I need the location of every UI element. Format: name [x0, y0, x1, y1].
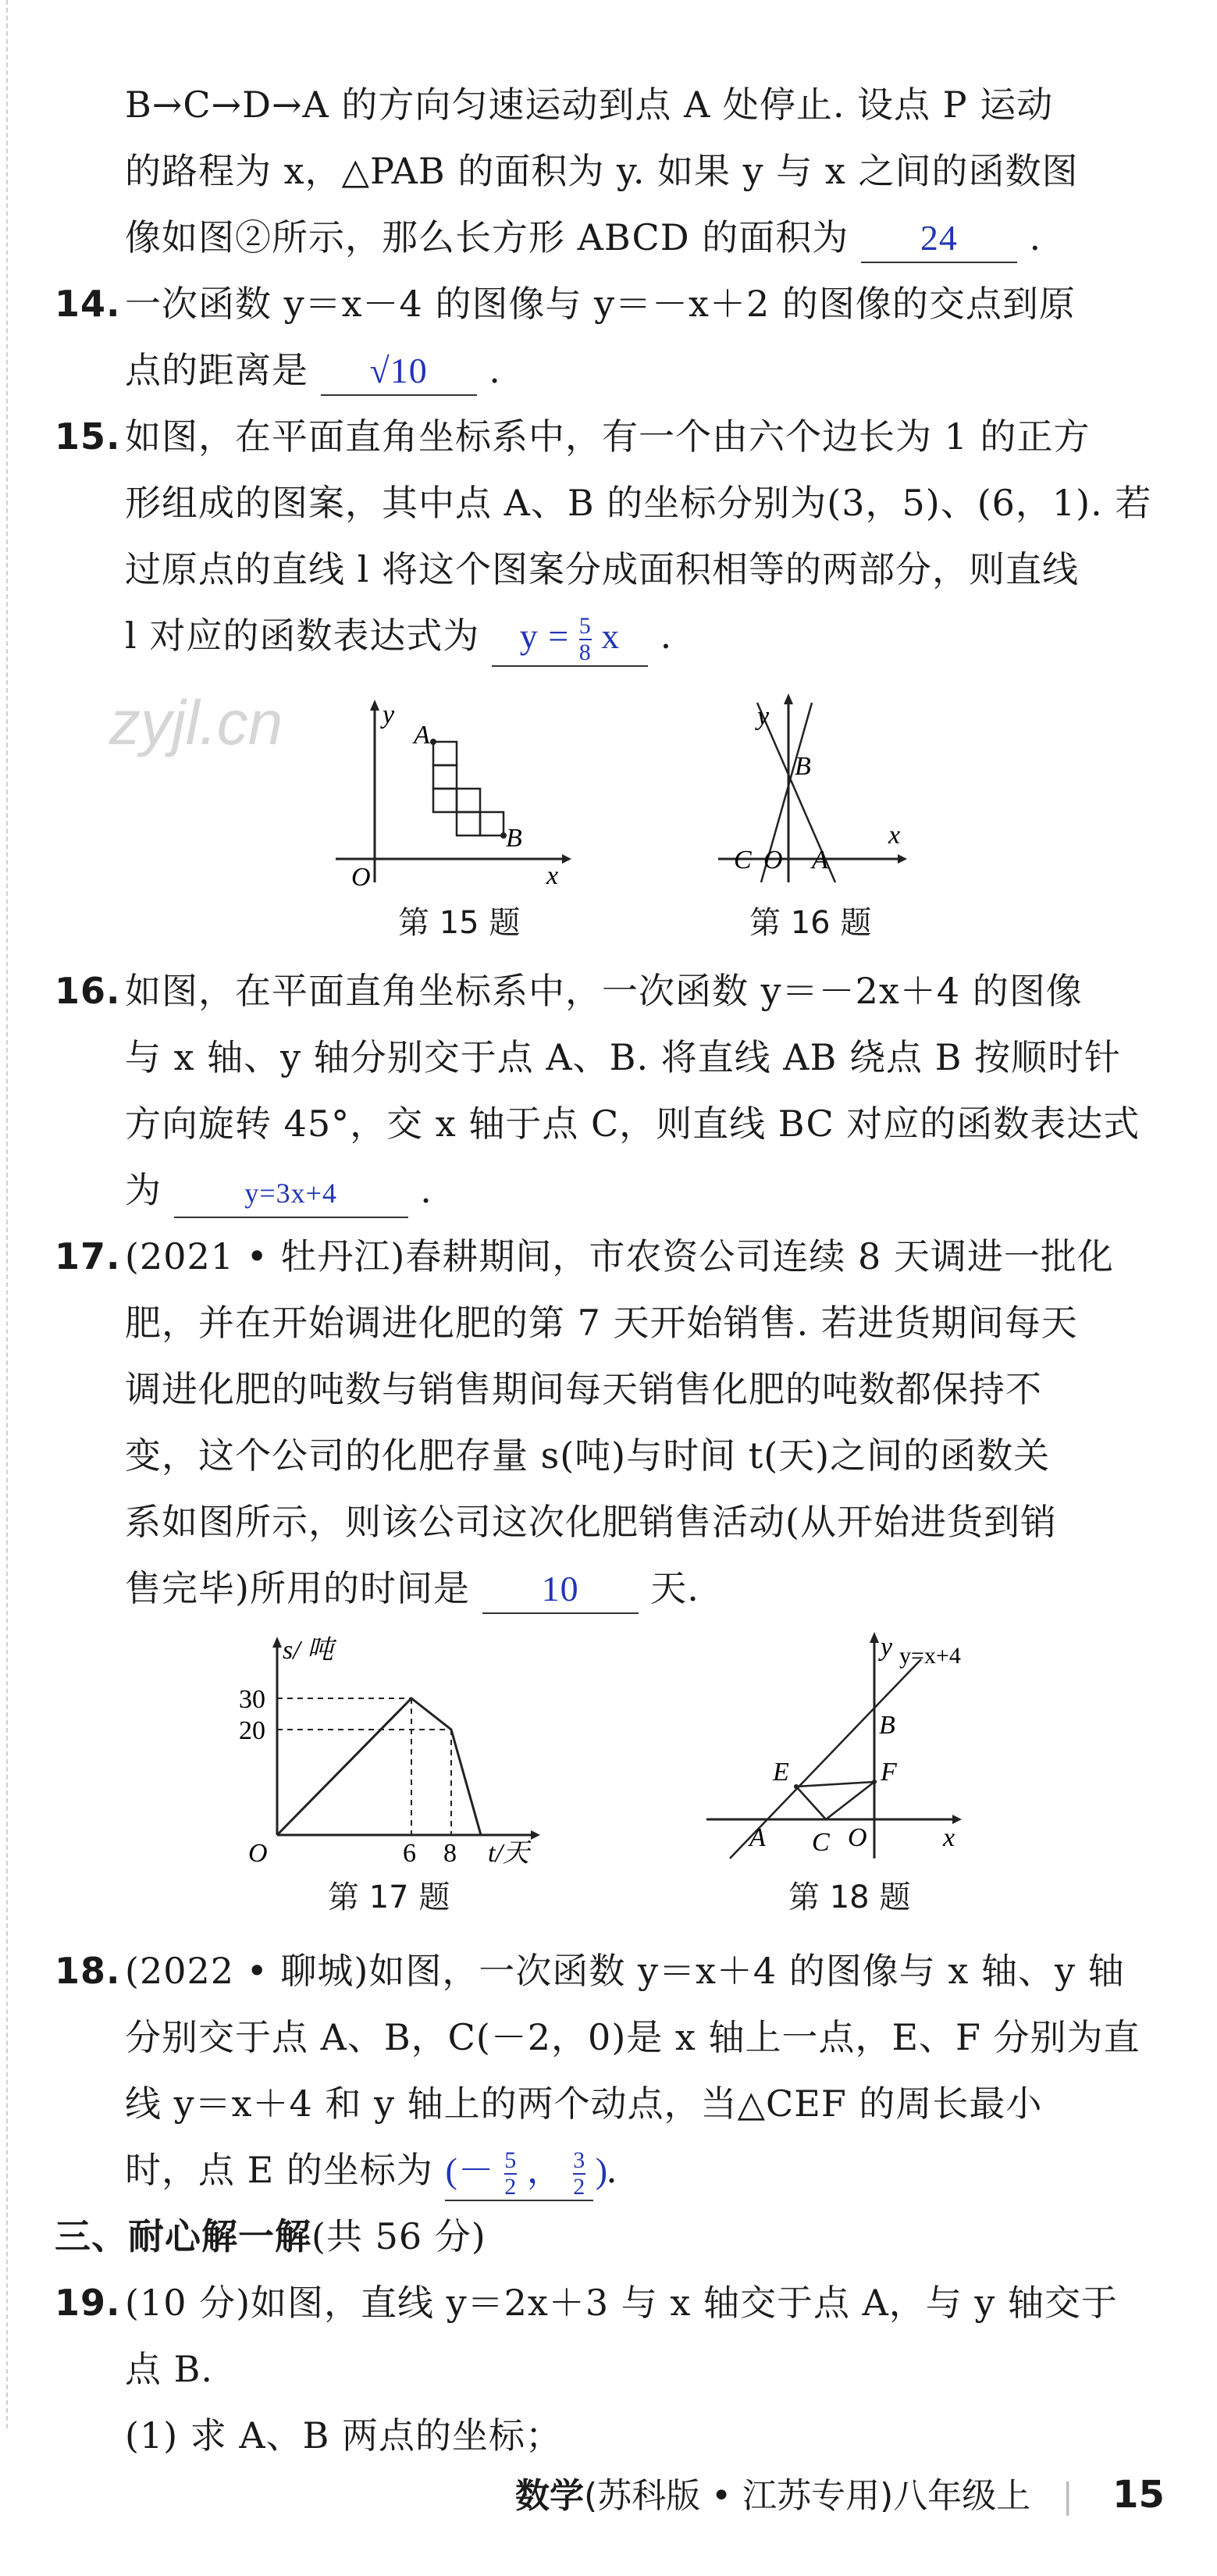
- q17-answer: 10: [482, 1566, 639, 1614]
- fig18-label-a: A: [749, 1823, 766, 1852]
- fig18-point-f: [872, 1780, 877, 1784]
- fig18-label-y: y: [881, 1633, 893, 1662]
- fig15-squares: [433, 742, 504, 836]
- fig15-square: [433, 765, 457, 789]
- q18-answer-fraction-y: [573, 2148, 585, 2200]
- q14-line2-text: 点的距离是: [125, 349, 308, 391]
- fig16-y-arrow: [784, 693, 793, 704]
- q15-line4-text: l 对应的函数表达式为: [125, 615, 480, 657]
- q14-period: .: [489, 349, 501, 391]
- fig17-y-arrow: [272, 1637, 282, 1648]
- fig18-triangle-cef: [796, 1782, 874, 1819]
- fig16-label-c: C: [734, 846, 752, 875]
- fig15-label-b: B: [506, 824, 522, 853]
- q13-answer: 24: [861, 215, 1017, 263]
- fig17-tick-30: 30: [239, 1685, 265, 1714]
- q18-number: 18.: [55, 1950, 121, 1992]
- q18-line3: 线 y＝x＋4 和 y 轴上的两个动点，当△CEF 的周长最小: [125, 2083, 1043, 2125]
- fig16-x-arrow: [898, 854, 907, 864]
- q16-answer: y=3x+4: [174, 1170, 408, 1218]
- footer-subject: 数学: [515, 2476, 584, 2516]
- q15-answer-var: x: [601, 616, 621, 656]
- q15-line3: 过原点的直线 l 将这个图案分成面积相等的两部分，则直线: [125, 548, 1079, 590]
- q17-period: 天.: [650, 1567, 699, 1609]
- q18-answer-n1: 5: [504, 2147, 518, 2174]
- q18-line4-text: 时，点 E 的坐标为: [125, 2149, 433, 2191]
- fig17-x-arrow: [531, 1830, 540, 1840]
- fig17-y-label: s/ 吨: [283, 1636, 334, 1665]
- q15-period: .: [660, 615, 673, 657]
- q16-period: .: [420, 1169, 432, 1211]
- q18-period: .: [606, 2149, 618, 2191]
- q16-line4: [125, 1156, 432, 1224]
- q17-line6-text: 售完毕)所用的时间是: [125, 1567, 470, 1609]
- footer: [515, 2467, 1165, 2517]
- q17-line1: (2021 • 牡丹江)春耕期间，市农资公司连续 8 天调进一批化: [125, 1235, 1114, 1277]
- q16-line1: 如图，在平面直角坐标系中，一次函数 y＝－2x＋4 的图像: [125, 970, 1083, 1012]
- q19-number: 19.: [55, 2282, 121, 2324]
- q18-answer-open: (－: [445, 2150, 495, 2190]
- q18-line1: (2022 • 聊城)如图，一次函数 y＝x＋4 的图像与 x 轴、y 轴: [125, 1950, 1125, 1992]
- footer-divider: |: [1062, 2476, 1074, 2516]
- q16-line3: 方向旋转 45°，交 x 轴于点 C，则直线 BC 对应的函数表达式: [125, 1103, 1140, 1145]
- figure-15: [328, 695, 578, 890]
- q18-answer-comma: ，: [526, 2150, 564, 2190]
- figure-16: [703, 687, 921, 890]
- fig18-label-o: O: [848, 1823, 867, 1852]
- fig16-label-b: B: [795, 752, 811, 781]
- section3-score: (共 56 分): [311, 2215, 486, 2257]
- q13-line2: 的路程为 x，△PAB 的面积为 y. 如果 y 与 x 之间的函数图: [125, 150, 1079, 192]
- fig15-label-a: A: [414, 721, 430, 750]
- q18-line2: 分别交于点 A、B，C(－2，0)是 x 轴上一点，E、F 分别为直: [125, 2016, 1140, 2058]
- q15-line2: 形组成的图案，其中点 A、B 的坐标分别为(3，5)、(6，1). 若: [125, 482, 1152, 524]
- fig18-caption: 第 18 题: [788, 1879, 911, 1915]
- figure-18: [695, 1624, 1023, 1866]
- fig15-point-a: [430, 739, 436, 745]
- q18-line4: [125, 2136, 618, 2204]
- q13-line3: [125, 203, 1041, 272]
- binding-line: [6, 0, 8, 2428]
- q18-answer-close: ): [595, 2150, 609, 2190]
- footer-edition: (苏科版 • 江苏专用)八年级上: [584, 2476, 1031, 2516]
- fig18-label-f: F: [881, 1758, 897, 1787]
- fig15-x-arrow: [562, 854, 571, 864]
- page-number: 15: [1112, 2473, 1165, 2517]
- q19-line3: (1) 求 A、B 两点的坐标；: [125, 2414, 563, 2457]
- fig15-square: [480, 812, 504, 836]
- q13-period: .: [1029, 216, 1042, 258]
- q15-answer: [492, 613, 648, 667]
- q16-line2: 与 x 轴、y 轴分别交于点 A、B. 将直线 AB 绕点 B 按顺时针: [125, 1036, 1122, 1078]
- section3-heading: [55, 2202, 486, 2271]
- fig17-tick-6: 6: [403, 1839, 416, 1868]
- fig17-tick-8: 8: [443, 1839, 457, 1868]
- q18-answer-d1: 2: [504, 2174, 518, 2200]
- fig16-label-y: y: [757, 702, 770, 731]
- fig18-label-b: B: [879, 1711, 895, 1740]
- fig15-square: [457, 812, 480, 836]
- q18-answer: [445, 2147, 609, 2201]
- fig17-tick-20: 20: [239, 1716, 265, 1745]
- fig16-label-a: A: [812, 846, 828, 875]
- q15-answer-lhs: y =: [519, 616, 570, 656]
- q14-answer: √10: [321, 347, 477, 396]
- section3-title: 三、耐心解一解: [55, 2215, 311, 2257]
- q18-answer-d2: 2: [573, 2174, 586, 2200]
- q17-line4: 变，这个公司的化肥存量 s(吨)与时间 t(天)之间的函数关: [125, 1434, 1051, 1477]
- fig15-y-arrow: [370, 700, 379, 711]
- fig18-label-e: E: [773, 1758, 789, 1787]
- q17-line5: 系如图所示，则该公司这次化肥销售活动(从开始进货到销: [125, 1501, 1057, 1543]
- q16-line4-text: 为: [125, 1169, 162, 1211]
- q17-line6: [125, 1554, 699, 1623]
- figure-17: [234, 1632, 578, 1874]
- q14-line2: [125, 336, 501, 404]
- q18-answer-fraction-x: [504, 2148, 517, 2200]
- fig16-label-x: x: [888, 821, 901, 850]
- fig16-caption: 第 16 题: [749, 905, 872, 941]
- fig15-label-x: x: [546, 861, 559, 890]
- fig15-square: [433, 742, 457, 765]
- fig17-origin: O: [248, 1839, 268, 1868]
- q14-number: 14.: [55, 283, 121, 325]
- q13-line3-text: 像如图②所示，那么长方形 ABCD 的面积为: [125, 216, 849, 258]
- fig15-label-o: O: [351, 863, 371, 890]
- fig18-y-arrow: [870, 1632, 879, 1643]
- q17-number: 17.: [55, 1235, 121, 1277]
- fig18-label-x: x: [943, 1823, 955, 1852]
- fig17-graph-line: [277, 1698, 481, 1835]
- q14-line1: 一次函数 y＝x－4 的图像与 y＝－x＋2 的图像的交点到原: [125, 283, 1076, 325]
- q15-line1: 如图，在平面直角坐标系中，有一个由六个边长为 1 的正方: [125, 415, 1091, 458]
- q13-line1: B→C→D→A 的方向匀速运动到点 A 处停止. 设点 P 运动: [125, 84, 1054, 126]
- fig15-label-y: y: [383, 700, 395, 729]
- q15-answer-denominator: 8: [578, 640, 592, 666]
- fig18-line-label: y=x+4: [899, 1643, 961, 1669]
- q19-line2: 点 B.: [125, 2348, 214, 2390]
- fig17-x-label: t/天: [488, 1839, 529, 1868]
- q17-line2: 肥，并在开始调进化肥的第 7 天开始销售. 若进货期间每天: [125, 1302, 1078, 1344]
- q17-line3: 调进化肥的吨数与销售期间每天销售化肥的吨数都保持不: [125, 1368, 1042, 1410]
- q19-line1: (10 分)如图，直线 y＝2x＋3 与 x 轴交于点 A，与 y 轴交于: [125, 2282, 1119, 2324]
- fig16-label-o: O: [763, 846, 783, 875]
- fig17-caption: 第 17 题: [328, 1879, 450, 1915]
- q15-answer-numerator: 5: [578, 613, 592, 640]
- fig15-square: [457, 789, 480, 812]
- q18-answer-n2: 3: [573, 2147, 586, 2174]
- watermark: zyjl.cn: [109, 688, 283, 757]
- fig18-label-c: C: [812, 1828, 830, 1857]
- q15-answer-fraction: [579, 614, 592, 665]
- fig15-square: [433, 789, 457, 812]
- q15-number: 15.: [55, 415, 121, 458]
- q16-number: 16.: [55, 970, 121, 1012]
- q15-line4: [125, 601, 672, 670]
- fig15-caption: 第 15 题: [398, 905, 521, 941]
- fig18-point-e: [794, 1784, 799, 1789]
